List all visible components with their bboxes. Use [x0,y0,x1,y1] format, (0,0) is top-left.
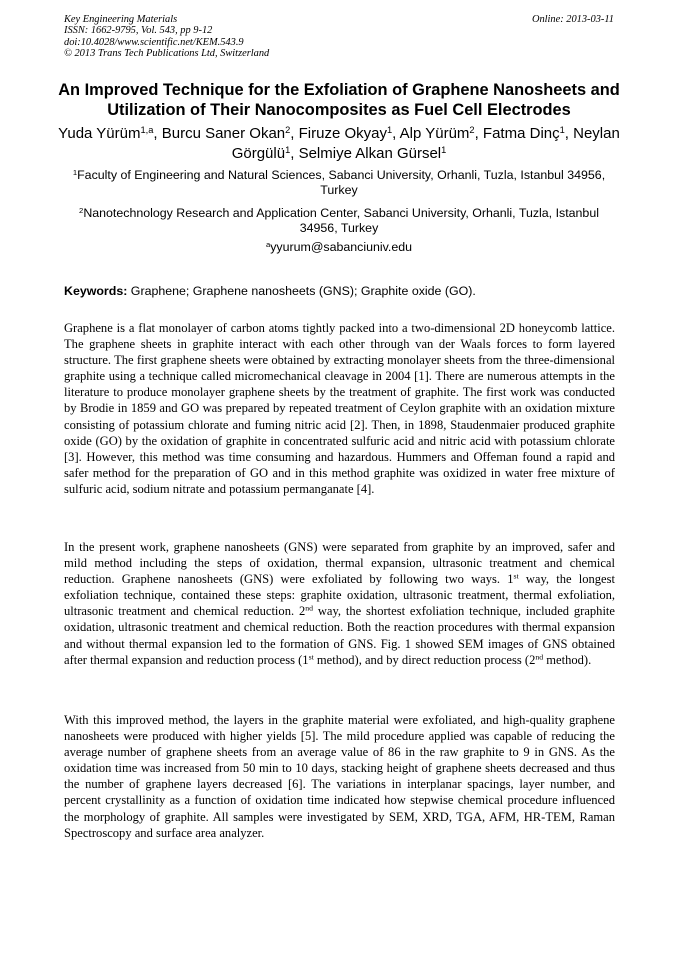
keywords-text: Graphene; Graphene nanosheets (GNS); Graphite oxide (GO). [127,284,476,298]
paragraph-3 [64,712,615,841]
paper-title: An Improved Technique for the Exfoliation of Graphene Nanosheets and Utilization of Their Nanocomposites as Fuel Cell Electrodes [58,81,620,119]
superscript: 1 [559,124,565,135]
keywords [64,284,476,298]
text-run: yyurum@sabanciuniv.edu [270,240,413,254]
issn: ISSN: 1662-9795, Vol. 543, pp 9-12 [64,25,213,37]
superscript: nd [305,604,313,614]
journal-name: Key Engineering Materials [64,14,178,25]
superscript: 1 [285,144,291,155]
keywords-label: Keywords: [64,284,128,298]
superscript: 2 [285,124,291,135]
text-run: Nanotechnology Research and Application Center, Sabanci University, Orhanli, Tuzla, Istanbul 34956, Turkey [83,206,599,235]
text-run: , Neylan Görgülü [231,125,620,162]
text-run: way, the shortest exfoliation technique, included graphite oxidation, ultrasonic treatment and chemical reduction. Both the reaction procedures with thermal expansion and without thermal expansion led to the formation of GNS. Fig. 1 showed SEM images of GNS obtained after thermal expansion and reduction process (1 [64,604,615,667]
authors [40,124,638,163]
superscript: nd [535,652,544,662]
text-run: , Firuze Okyay [290,125,387,142]
superscript: st [513,571,519,581]
superscript: 1 [72,167,78,177]
affiliation-1 [60,168,618,198]
superscript: a [265,239,271,249]
text-run: Yuda Yürüm [58,125,141,142]
text-run: , Selmiye Alkan Gürsel [290,144,442,162]
text-run: method). [543,652,592,667]
paragraph-2 [64,539,615,668]
journal-header [64,14,269,60]
text-run: method), and by direct reduction process (2 [313,652,536,667]
superscript: 2 [79,205,84,215]
text-run: Graphene is a flat monolayer of carbon atoms tightly packed into a two-dimensional 2D honeycomb lattice. The graphene sheets in graphite interact with each other through van der Waals forces to form layered structure. The first graphene sheets were obtained by extracting monolayer sheets from the three-dimensional graphite using a technique called micromechanical cleavage in 2004 [1]. There are numerous attempts in the literature to produce monolayer graphene sheets by the treatment of graphite. The first work was conducted by Brodie in 1859 and GO was prepared by repeated treatment of Ceylon graphite with an oxidation mixture consisting of potassium chlorate and fuming nitric acid [2]. Then, in 1898, Staudenmaier produced graphite oxide (GO) by the oxidation of graphite in concentrated sulfuric acid and nitric acid with potassium chlorate [3]. However, this method was time consuming and hazardous. Hummers and Offeman found a rapid and safer method for the preparation of GO and in this method graphite was oxidized in water free mixture of sulfuric acid, sodium nitrate and potassium permanganate [4]. [64,321,615,496]
superscript: 2 [469,124,475,135]
email [60,240,618,254]
doi: doi:10.4028/www.scientific.net/KEM.543.9 [64,36,244,48]
superscript: 1 [441,144,447,155]
text-run: , Fatma Dinç [474,125,560,142]
text-run: , Burcu Saner Okan [153,125,286,142]
superscript: 1 [386,124,393,135]
affiliation-2 [60,206,618,236]
text-run: , Alp Yürüm [392,125,470,142]
text-run: In the present work, graphene nanosheets (GNS) were separated from graphite by an improved, safer and mild method including the steps of oxidation, thermal expansion, ultrasonic treatment and chemical reduction. Graphene nanosheets (GNS) were exfoliated by following two ways. 1 [64,540,615,587]
superscript: 1,a [140,124,154,135]
superscript: st [308,652,314,662]
paragraph-1 [64,320,615,497]
online-date: Online: 2013-03-11 [531,14,614,25]
text-run: With this improved method, the layers in the graphite material were exfoliated, and high-quality graphene nanosheets were produced with higher yields [5]. The mild procedure applied was capable of reducing the average number of graphene sheets from an average value of 86 in the raw graphite to 9 in GNS. As the oxidation time was increased from 50 min to 10 days, stacking height of graphene sheets decreased and thus the number of graphene layers decreased [6]. The variations in interplanar spacings, layer number, and percent crystallinity as a function of oxidation time indicated how stepwise chemical procedure influenced the morphology of graphite. All samples were investigated by SEM, XRD, TGA, AFM, HR-TEM, Raman Spectroscopy and surface area analyzer. [64,713,615,840]
text-run: way, the longest exfoliation technique, contained these steps: graphite oxidation, ultrasonic treatment, thermal exfoliation, ultrasonic treatment and chemical reduction. 2 [64,572,615,619]
copyright: © 2013 Trans Tech Publications Ltd, Switzerland [64,48,270,60]
text-run: Faculty of Engineering and Natural Sciences, Sabanci University, Orhanli, Tuzla, Istanbul 34956, Turkey [77,168,606,197]
